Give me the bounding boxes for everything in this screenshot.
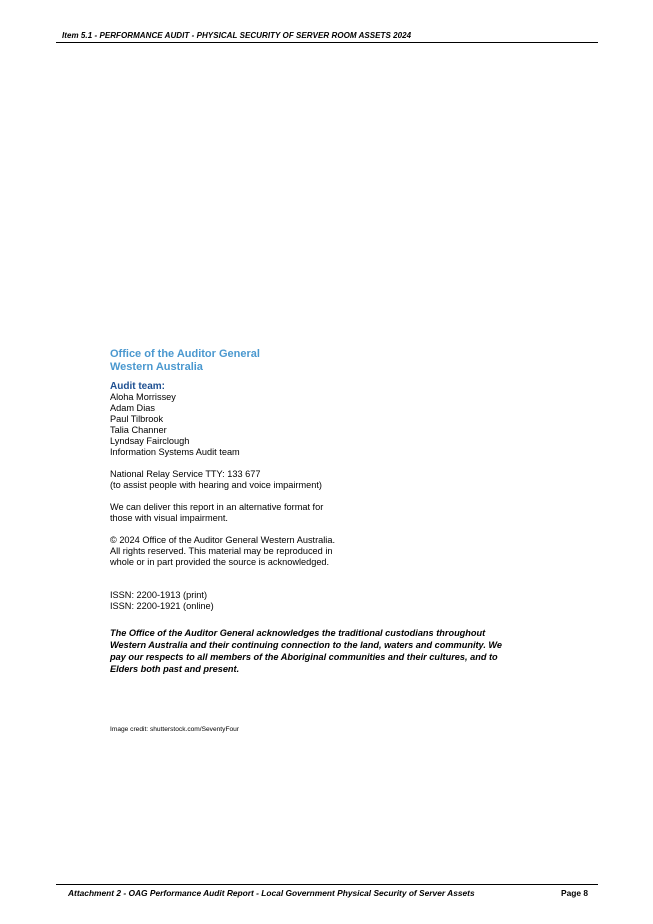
organisation-name-line-1: Office of the Auditor General — [110, 348, 260, 360]
audit-team-member: Talia Channer — [110, 425, 167, 435]
organisation-name — [110, 348, 530, 373]
acknowledgement-line-1: The Office of the Auditor General acknowledges the traditional custodians throughout — [110, 628, 486, 638]
organisation-name-line-2: Western Australia — [110, 360, 203, 373]
page-footer — [56, 884, 598, 898]
relay-service — [110, 469, 530, 491]
issn-block — [110, 590, 530, 612]
copyright-line-3: whole or in part provided the source is acknowledged. — [110, 557, 330, 567]
issn-print: ISSN: 2200-1913 (print) — [110, 590, 208, 600]
header-title: Item 5.1 - PERFORMANCE AUDIT - PHYSICAL SECURITY OF SERVER ROOM ASSETS 2024 — [62, 31, 412, 40]
acknowledgement-line-4: Elders both past and present. — [110, 664, 240, 674]
audit-team-heading: Audit team: — [110, 381, 165, 392]
copyright-notice — [110, 535, 530, 568]
issn-online: ISSN: 2200-1921 (online) — [110, 601, 214, 611]
footer-document-title: Attachment 2 - OAG Performance Audit Report - Local Government Physical Security of Server Assets — [68, 888, 475, 898]
relay-service-number: National Relay Service TTY: 133 677 — [110, 469, 261, 479]
audit-team-member: Aloha Morrissey — [110, 392, 176, 402]
copyright-line-1: © 2024 Office of the Auditor General Western Australia. — [110, 535, 336, 545]
page-number: Page 8 — [560, 888, 588, 898]
copyright-line-2: All rights reserved. This material may be reproduced in — [110, 546, 333, 556]
relay-service-note: (to assist people with hearing and voice impairment) — [110, 480, 322, 490]
audit-team-member: Paul Tilbrook — [110, 414, 164, 424]
acknowledgement-of-country — [110, 627, 530, 675]
audit-team-member: Lyndsay Fairclough — [110, 436, 190, 446]
image-credit: Image credit: shutterstock.com/SeventyFour — [110, 726, 239, 733]
acknowledgement-line-3: pay our respects to all members of the Aboriginal communities and their cultures, and to — [110, 652, 498, 662]
alternative-format-line-2: those with visual impairment. — [110, 513, 228, 523]
audit-team-member: Adam Dias — [110, 403, 155, 413]
page-header — [56, 30, 598, 43]
alternative-format-notice — [110, 502, 530, 524]
audit-team-list — [110, 392, 530, 458]
audit-team-member: Information Systems Audit team — [110, 447, 240, 457]
alternative-format-line-1: We can deliver this report in an alternative format for — [110, 502, 324, 512]
acknowledgement-line-2: Western Australia and their continuing connection to the land, waters and community. We — [110, 640, 503, 650]
report-imprint — [110, 348, 530, 734]
